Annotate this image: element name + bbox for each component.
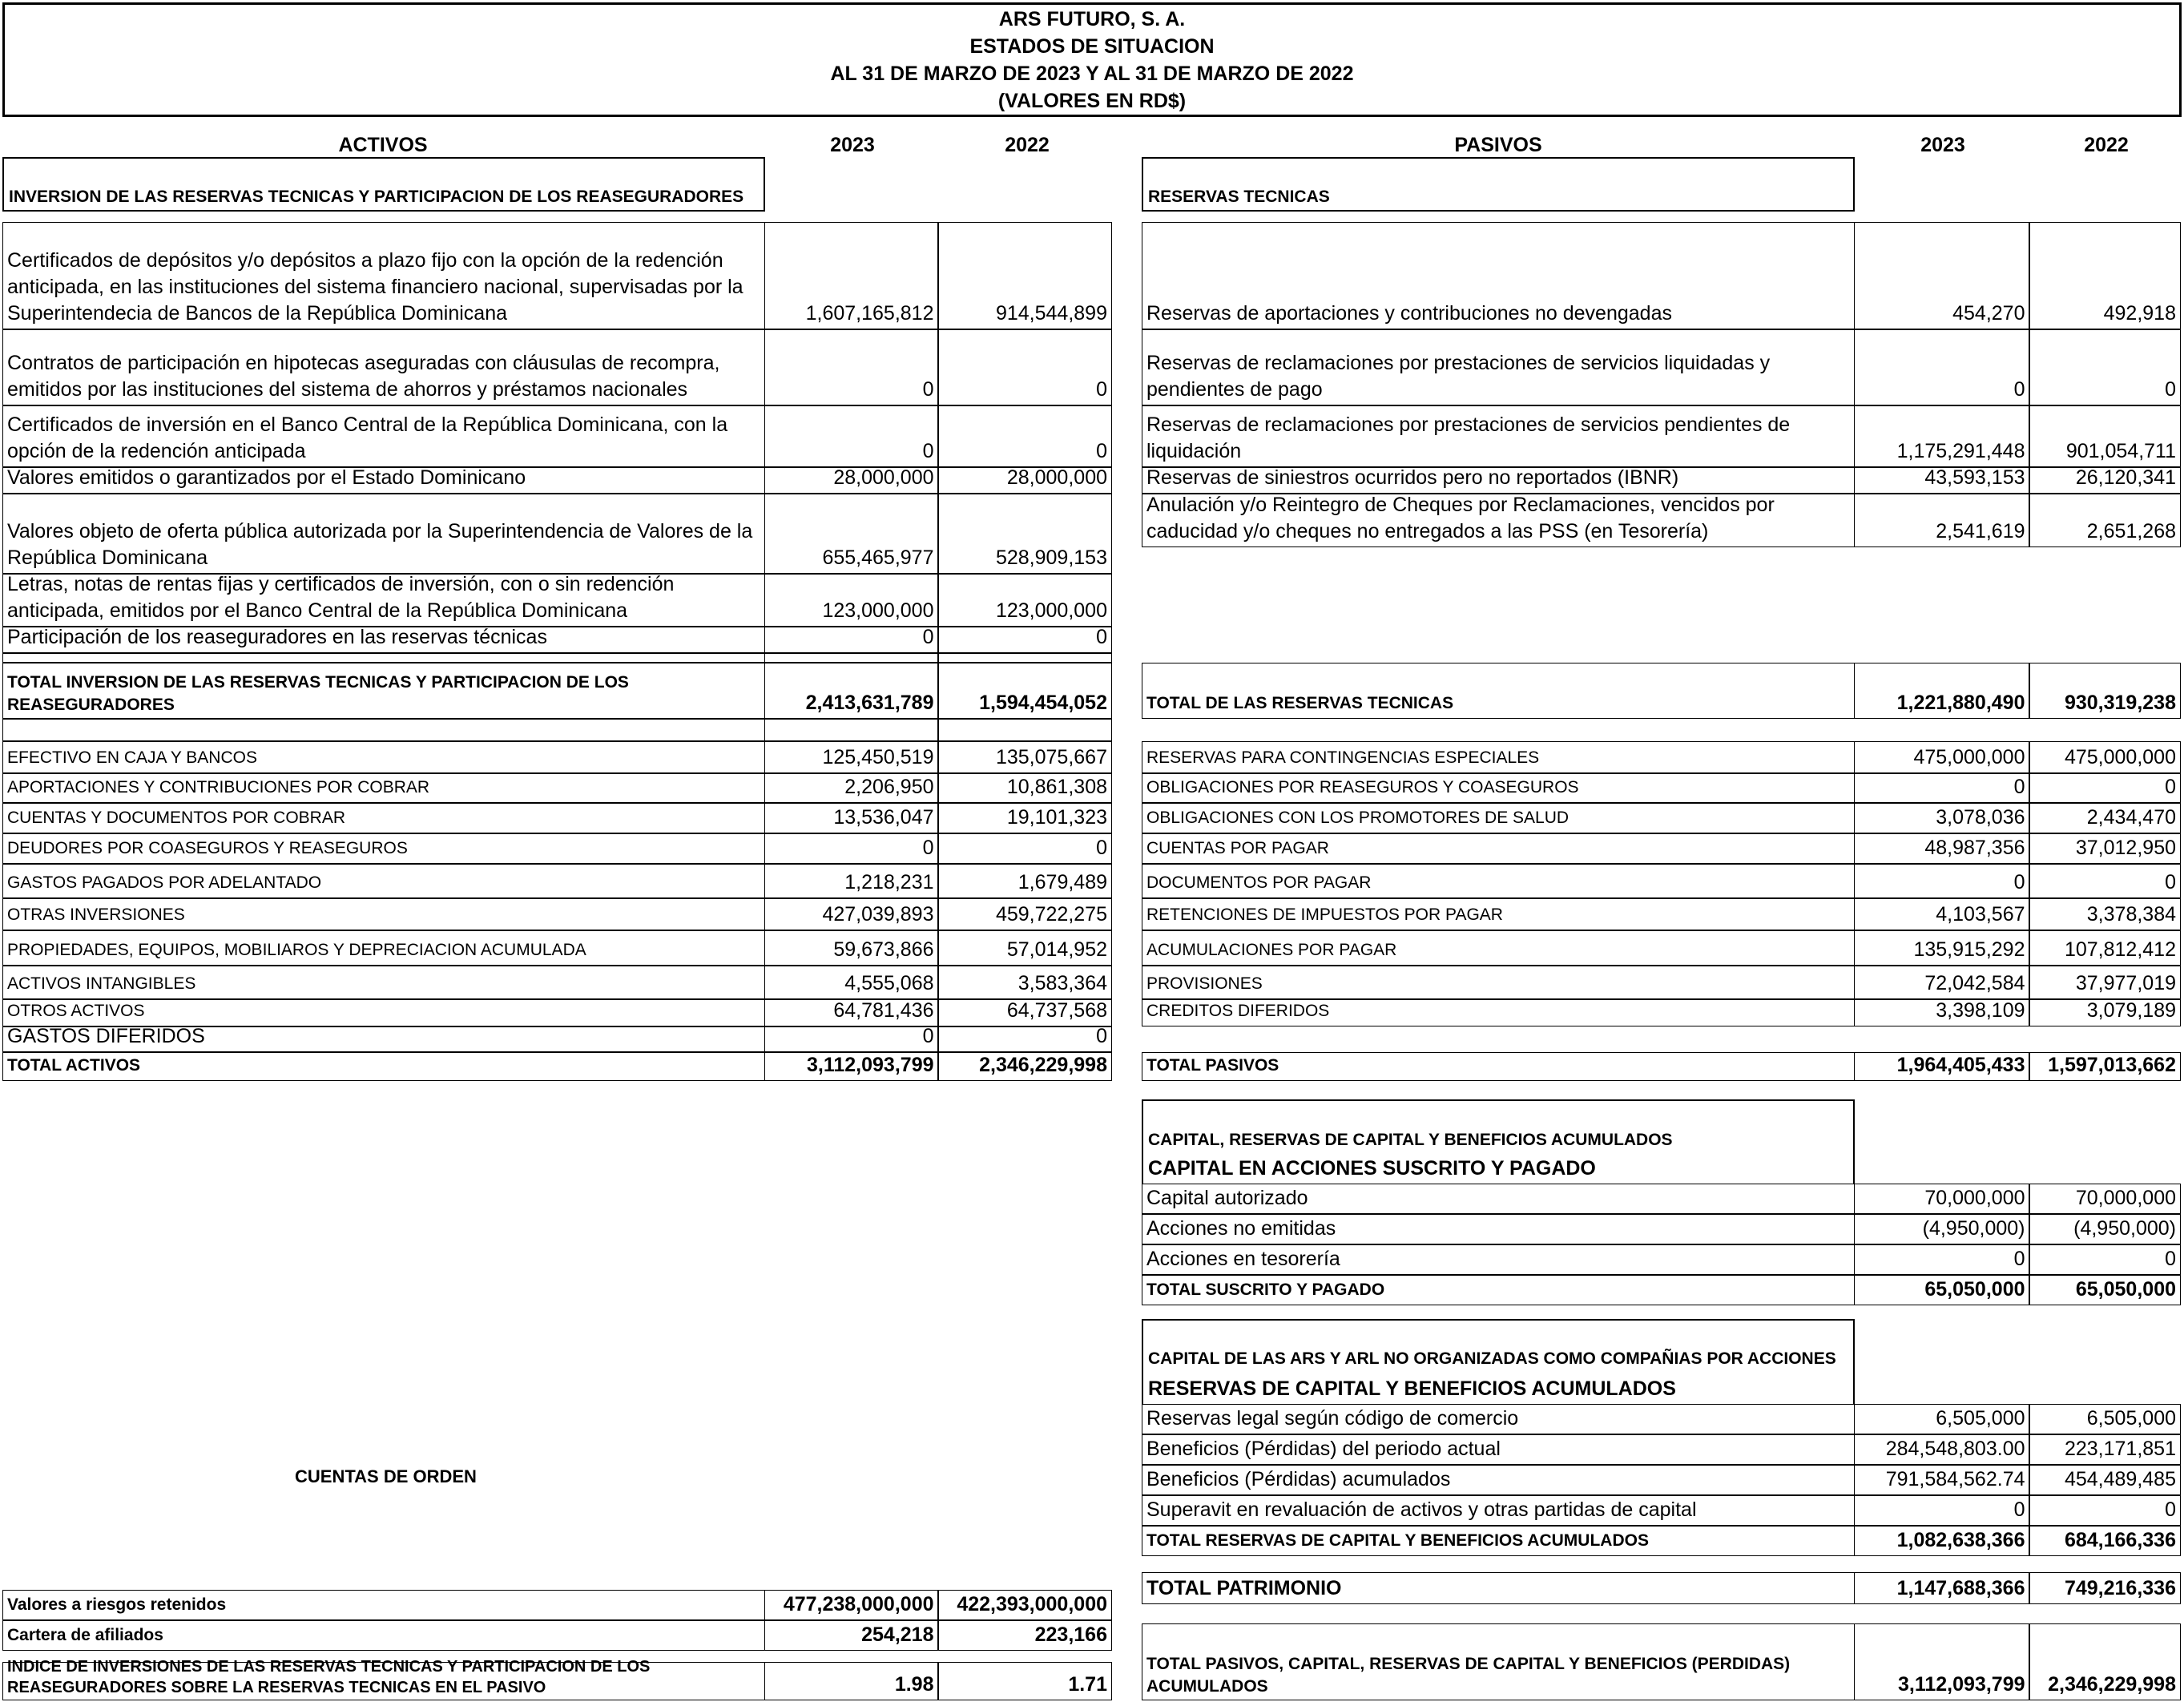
row-label: Contratos de participación en hipotecas aseguradas con cláusulas de recompra, emitidos por las instituciones del sistema de ahorros y préstamos nacionales xyxy=(2,329,765,405)
statement-title: ESTADOS DE SITUACION xyxy=(969,35,1215,58)
table-row xyxy=(1142,467,2180,493)
value-2022: 1,594,454,052 xyxy=(937,663,1112,719)
value-2022: 454,489,485 xyxy=(2029,1465,2181,1495)
value-2023: 1,964,405,433 xyxy=(1854,1052,2030,1081)
value-2023: 0 xyxy=(1854,1495,2030,1526)
row-label: INDICE DE INVERSIONES DE LAS RESERVAS TECNICAS Y PARTICIPACION DE LOS REASEGURADORES SOBRE LA RESERVAS TECNICAS EN EL PASIVO xyxy=(2,1662,765,1700)
table-row xyxy=(1142,1244,2180,1274)
row-label: Superavit en revaluación de activos y otras partidas de capital xyxy=(1142,1495,1855,1526)
table-row xyxy=(1142,329,2180,405)
row-label: Acciones en tesorería xyxy=(1142,1244,1855,1275)
row-label: Reservas de reclamaciones por prestaciones de servicios liquidadas y pendientes de pago xyxy=(1142,329,1855,405)
total-assets-row xyxy=(2,1052,1111,1080)
value-2023: 43,593,153 xyxy=(1854,467,2030,494)
value-2023: 2,206,950 xyxy=(764,773,939,803)
table-row xyxy=(2,574,1111,626)
value-2022: 107,812,412 xyxy=(2029,930,2181,966)
value-2022: 422,393,000,000 xyxy=(937,1590,1112,1620)
value-2022: 2,651,268 xyxy=(2029,494,2181,547)
value-2022: 0 xyxy=(2029,864,2181,898)
value-2023: 1.98 xyxy=(764,1662,939,1700)
value-2022: 123,000,000 xyxy=(937,574,1112,627)
table-row xyxy=(1142,773,2180,802)
capital-reserves-heading: RESERVAS DE CAPITAL Y BENEFICIOS ACUMULADOS xyxy=(1142,1373,1855,1404)
value-2022: 492,918 xyxy=(2029,222,2181,329)
value-2023: 1,082,638,366 xyxy=(1854,1526,2030,1556)
row-label: Letras, notas de rentas fijas y certificados de inversión, con o sin redención anticipada, emitidos por el Banco Central de la República Dominicana xyxy=(2,574,765,627)
row-label: TOTAL ACTIVOS xyxy=(2,1052,765,1081)
row-label: RESERVAS PARA CONTINGENCIAS ESPECIALES xyxy=(1142,741,1855,773)
table-row xyxy=(2,405,1111,466)
table-row xyxy=(1142,741,2180,772)
value-2023: 64,781,436 xyxy=(764,999,939,1026)
value-2023: 284,548,803.00 xyxy=(1854,1434,2030,1465)
value-2023: 72,042,584 xyxy=(1854,966,2030,999)
value-2023: 48,987,356 xyxy=(1854,833,2030,864)
table-row xyxy=(2,898,1111,930)
table-row xyxy=(1142,1465,2180,1494)
row-label: Beneficios (Pérdidas) del periodo actual xyxy=(1142,1434,1855,1465)
value-2022: 3,583,364 xyxy=(937,966,1112,999)
value-2022: 3,378,384 xyxy=(2029,898,2181,930)
table-row xyxy=(1142,405,2180,466)
row-label: PROVISIONES xyxy=(1142,966,1855,999)
value-2023: 454,270 xyxy=(1854,222,2030,329)
row-label: Reservas de reclamaciones por prestaciones de servicios pendientes de liquidación xyxy=(1142,405,1855,467)
value-2022: 57,014,952 xyxy=(937,930,1112,966)
row-label: DEUDORES POR COASEGUROS Y REASEGUROS xyxy=(2,833,765,864)
value-2023: 4,103,567 xyxy=(1854,898,2030,930)
value-2023: 1,218,231 xyxy=(764,864,939,898)
table-row xyxy=(2,773,1111,802)
value-2023: 2,413,631,789 xyxy=(764,663,939,719)
subscribed-capital-heading: CAPITAL EN ACCIONES SUSCRITO Y PAGADO xyxy=(1142,1153,1855,1184)
value-2023: 4,555,068 xyxy=(764,966,939,999)
report-header xyxy=(2,2,2182,117)
table-row xyxy=(2,833,1111,863)
row-label: TOTAL SUSCRITO Y PAGADO xyxy=(1142,1275,1855,1305)
value-2022: 0 xyxy=(2029,329,2181,405)
value-2022: 2,434,470 xyxy=(2029,803,2181,833)
value-2022: 914,544,899 xyxy=(937,222,1112,329)
row-label: Certificados de depósitos y/o depósitos a plazo fijo con la opción de la redención anticipada, en las instituciones del sistema financiero nacional, supervisadas por la Superintendecia de Bancos de la República Dominicana xyxy=(2,222,765,329)
assets-title: ACTIVOS xyxy=(338,134,428,156)
value-2022: 2,346,229,998 xyxy=(937,1052,1112,1081)
row-label: OTRAS INVERSIONES xyxy=(2,898,765,930)
table-row xyxy=(2,999,1111,1026)
value-2023: (4,950,000) xyxy=(1854,1214,2030,1244)
statement-period: AL 31 DE MARZO DE 2023 Y AL 31 DE MARZO DE 2022 xyxy=(830,63,1354,85)
row-label: CREDITOS DIFERIDOS xyxy=(1142,999,1855,1026)
value-2022: 0 xyxy=(2029,773,2181,803)
row-label: Certificados de inversión en el Banco Central de la República Dominicana, con la opción de la redención anticipada xyxy=(2,405,765,467)
table-row xyxy=(1142,494,2180,546)
value-2023: 254,218 xyxy=(764,1620,939,1651)
row-label: TOTAL PASIVOS, CAPITAL, RESERVAS DE CAPITAL Y BENEFICIOS (PERDIDAS) ACUMULADOS xyxy=(1142,1623,1855,1700)
value-2023: 70,000,000 xyxy=(1854,1184,2030,1214)
investment-index-row xyxy=(2,1658,1111,1700)
table-row xyxy=(2,864,1111,897)
table-row xyxy=(1142,1214,2180,1244)
row-label: OTROS ACTIVOS xyxy=(2,999,765,1026)
value-2023: 0 xyxy=(764,329,939,405)
value-2023: 3,398,109 xyxy=(1854,999,2030,1026)
table-row xyxy=(1142,864,2180,897)
value-2023: 0 xyxy=(764,1026,939,1052)
value-2022: 749,216,336 xyxy=(2029,1572,2181,1604)
spacer-row xyxy=(2,719,1111,740)
value-2023: 1,147,688,366 xyxy=(1854,1572,2030,1604)
table-row xyxy=(2,494,1111,573)
row-label: Anulación y/o Reintegro de Cheques por Reclamaciones, vencidos por caducidad y/o cheques no entregados a las PSS (en Tesorería) xyxy=(1142,494,1855,547)
value-2022: 459,722,275 xyxy=(937,898,1112,930)
row-label: TOTAL PASIVOS xyxy=(1142,1052,1855,1081)
value-2022: 684,166,336 xyxy=(2029,1526,2181,1556)
row-label: TOTAL DE LAS RESERVAS TECNICAS xyxy=(1142,663,1855,719)
row-label: Beneficios (Pérdidas) acumulados xyxy=(1142,1465,1855,1495)
value-2023: 59,673,866 xyxy=(764,930,939,966)
total-equity-row xyxy=(1142,1572,2180,1603)
row-label: OBLIGACIONES POR REASEGUROS Y COASEGUROS xyxy=(1142,773,1855,803)
row-label: OBLIGACIONES CON LOS PROMOTORES DE SALUD xyxy=(1142,803,1855,833)
value-2023: 28,000,000 xyxy=(764,467,939,494)
row-label: Acciones no emitidas xyxy=(1142,1214,1855,1244)
value-2023: 1,221,880,490 xyxy=(1854,663,2030,719)
currency-note: (VALORES EN RD$) xyxy=(997,90,1187,112)
value-2023: 791,584,562.74 xyxy=(1854,1465,2030,1495)
total-reserves-row xyxy=(1142,663,2180,718)
value-2022: 26,120,341 xyxy=(2029,467,2181,494)
assets-year-2023: 2023 xyxy=(830,134,875,156)
table-row xyxy=(2,1620,1111,1650)
spacer-row xyxy=(2,653,1111,662)
subscribed-total-row xyxy=(1142,1275,2180,1305)
row-label: EFECTIVO EN CAJA Y BANCOS xyxy=(2,741,765,773)
table-row xyxy=(2,467,1111,493)
table-row xyxy=(2,803,1111,833)
capital-reserves-total-row xyxy=(1142,1526,2180,1555)
row-label: Valores objeto de oferta pública autorizada por la Superintendencia de Valores de la República Dominicana xyxy=(2,494,765,574)
value-2023: 3,112,093,799 xyxy=(1854,1623,2030,1700)
row-label: GASTOS DIFERIDOS xyxy=(2,1026,765,1052)
grand-total-row xyxy=(1142,1623,2180,1700)
value-2023: 3,112,093,799 xyxy=(764,1052,939,1081)
value-2022: 930,319,238 xyxy=(2029,663,2181,719)
assets-investment-section: INVERSION DE LAS RESERVAS TECNICAS Y PARTICIPACION DE LOS REASEGURADORES xyxy=(2,157,765,212)
row-label: Valores emitidos o garantizados por el Estado Dominicano xyxy=(2,467,765,494)
value-2022: 1.71 xyxy=(937,1662,1112,1700)
row-label: CUENTAS POR PAGAR xyxy=(1142,833,1855,864)
table-row xyxy=(1142,999,2180,1026)
value-2022: 64,737,568 xyxy=(937,999,1112,1026)
value-2023: 0 xyxy=(1854,329,2030,405)
table-row xyxy=(2,222,1111,329)
value-2022: 0 xyxy=(2029,1244,2181,1275)
row-label: CUENTAS Y DOCUMENTOS POR COBRAR xyxy=(2,803,765,833)
value-2023: 477,238,000,000 xyxy=(764,1590,939,1620)
value-2022: 3,079,189 xyxy=(2029,999,2181,1026)
value-2023: 65,050,000 xyxy=(1854,1275,2030,1305)
row-label: Valores a riesgos retenidos xyxy=(2,1590,765,1620)
table-row xyxy=(1142,1495,2180,1525)
value-2022: 2,346,229,998 xyxy=(2029,1623,2181,1700)
row-label: PROPIEDADES, EQUIPOS, MOBILIAROS Y DEPRECIACION ACUMULADA xyxy=(2,930,765,966)
row-label: TOTAL RESERVAS DE CAPITAL Y BENEFICIOS ACUMULADOS xyxy=(1142,1526,1855,1556)
table-row xyxy=(2,930,1111,965)
value-2023: 0 xyxy=(764,833,939,864)
table-row xyxy=(2,627,1111,652)
table-row xyxy=(2,741,1111,772)
value-2022: 0 xyxy=(2029,1495,2181,1526)
value-2023: 6,505,000 xyxy=(1854,1404,2030,1434)
row-label: APORTACIONES Y CONTRIBUCIONES POR COBRAR xyxy=(2,773,765,803)
value-2022: 0 xyxy=(937,405,1112,467)
company-name: ARS FUTURO, S. A. xyxy=(998,8,1186,30)
value-2022: 223,166 xyxy=(937,1620,1112,1651)
value-2023: 2,541,619 xyxy=(1854,494,2030,547)
value-2023: 125,450,519 xyxy=(764,741,939,773)
value-2023: 655,465,977 xyxy=(764,494,939,574)
value-2023: 0 xyxy=(1854,773,2030,803)
value-2022: 10,861,308 xyxy=(937,773,1112,803)
liabilities-title: PASIVOS xyxy=(1454,134,1542,156)
table-row xyxy=(2,1026,1111,1051)
row-label: Cartera de afiliados xyxy=(2,1620,765,1651)
value-2022: 37,977,019 xyxy=(2029,966,2181,999)
value-2023: 0 xyxy=(764,405,939,467)
memo-accounts-title: CUENTAS DE ORDEN xyxy=(295,1466,477,1486)
liabilities-year-2023: 2023 xyxy=(1920,134,1965,156)
table-row xyxy=(2,966,1111,998)
table-row xyxy=(1142,803,2180,833)
table-row xyxy=(1142,1434,2180,1464)
value-2023: 0 xyxy=(1854,864,2030,898)
row-label: Participación de los reaseguradores en las reservas técnicas xyxy=(2,627,765,653)
table-row xyxy=(1142,898,2180,930)
value-2022: 1,597,013,662 xyxy=(2029,1052,2181,1081)
row-label: Reservas de siniestros ocurridos pero no reportados (IBNR) xyxy=(1142,467,1855,494)
table-row xyxy=(2,1590,1111,1619)
row-label: Reservas de aportaciones y contribuciones no devengadas xyxy=(1142,222,1855,329)
value-2022: 0 xyxy=(937,627,1112,653)
value-2022: 19,101,323 xyxy=(937,803,1112,833)
value-2023: 3,078,036 xyxy=(1854,803,2030,833)
equity-section: CAPITAL, RESERVAS DE CAPITAL Y BENEFICIOS ACUMULADOS xyxy=(1142,1099,1855,1153)
row-label: ACUMULACIONES POR PAGAR xyxy=(1142,930,1855,966)
value-2022: 37,012,950 xyxy=(2029,833,2181,864)
row-label: TOTAL INVERSION DE LAS RESERVAS TECNICAS Y PARTICIPACION DE LOS REASEGURADORES xyxy=(2,663,765,719)
value-2023: 0 xyxy=(764,627,939,653)
value-2022: 70,000,000 xyxy=(2029,1184,2181,1214)
value-2022: 28,000,000 xyxy=(937,467,1112,494)
value-2022: 0 xyxy=(937,833,1112,864)
value-2023: 1,607,165,812 xyxy=(764,222,939,329)
value-2023: 135,915,292 xyxy=(1854,930,2030,966)
value-2022: 65,050,000 xyxy=(2029,1275,2181,1305)
table-row xyxy=(1142,833,2180,863)
value-2023: 475,000,000 xyxy=(1854,741,2030,773)
value-2023: 13,536,047 xyxy=(764,803,939,833)
table-row xyxy=(1142,930,2180,965)
row-label: Capital autorizado xyxy=(1142,1184,1855,1214)
row-label: ACTIVOS INTANGIBLES xyxy=(2,966,765,999)
assets-year-2022: 2022 xyxy=(1005,134,1050,156)
technical-reserves-section: RESERVAS TECNICAS xyxy=(1142,157,1855,212)
row-label: GASTOS PAGADOS POR ADELANTADO xyxy=(2,864,765,898)
total-liabilities-row xyxy=(1142,1052,2180,1080)
value-2022: 0 xyxy=(937,329,1112,405)
value-2022: 135,075,667 xyxy=(937,741,1112,773)
value-2022: 223,171,851 xyxy=(2029,1434,2181,1465)
table-row xyxy=(1142,1184,2180,1213)
ars-capital-section: CAPITAL DE LAS ARS Y ARL NO ORGANIZADAS COMO COMPAÑIAS POR ACCIONES xyxy=(1142,1319,1855,1373)
row-label: RETENCIONES DE IMPUESTOS POR PAGAR xyxy=(1142,898,1855,930)
table-row xyxy=(2,329,1111,405)
value-2023: 427,039,893 xyxy=(764,898,939,930)
value-2022: (4,950,000) xyxy=(2029,1214,2181,1244)
value-2023: 123,000,000 xyxy=(764,574,939,627)
row-label: TOTAL PATRIMONIO xyxy=(1142,1572,1855,1604)
value-2022: 528,909,153 xyxy=(937,494,1112,574)
table-row xyxy=(1142,222,2180,329)
row-label: Reservas legal según código de comercio xyxy=(1142,1404,1855,1434)
liabilities-year-2022: 2022 xyxy=(2084,134,2129,156)
value-2022: 0 xyxy=(937,1026,1112,1052)
table-row xyxy=(1142,966,2180,998)
value-2023: 1,175,291,448 xyxy=(1854,405,2030,467)
table-row xyxy=(1142,1404,2180,1434)
total-investment-row xyxy=(2,663,1111,718)
value-2022: 475,000,000 xyxy=(2029,741,2181,773)
value-2022: 1,679,489 xyxy=(937,864,1112,898)
value-2022: 6,505,000 xyxy=(2029,1404,2181,1434)
value-2022: 901,054,711 xyxy=(2029,405,2181,467)
value-2023: 0 xyxy=(1854,1244,2030,1275)
row-label: DOCUMENTOS POR PAGAR xyxy=(1142,864,1855,898)
